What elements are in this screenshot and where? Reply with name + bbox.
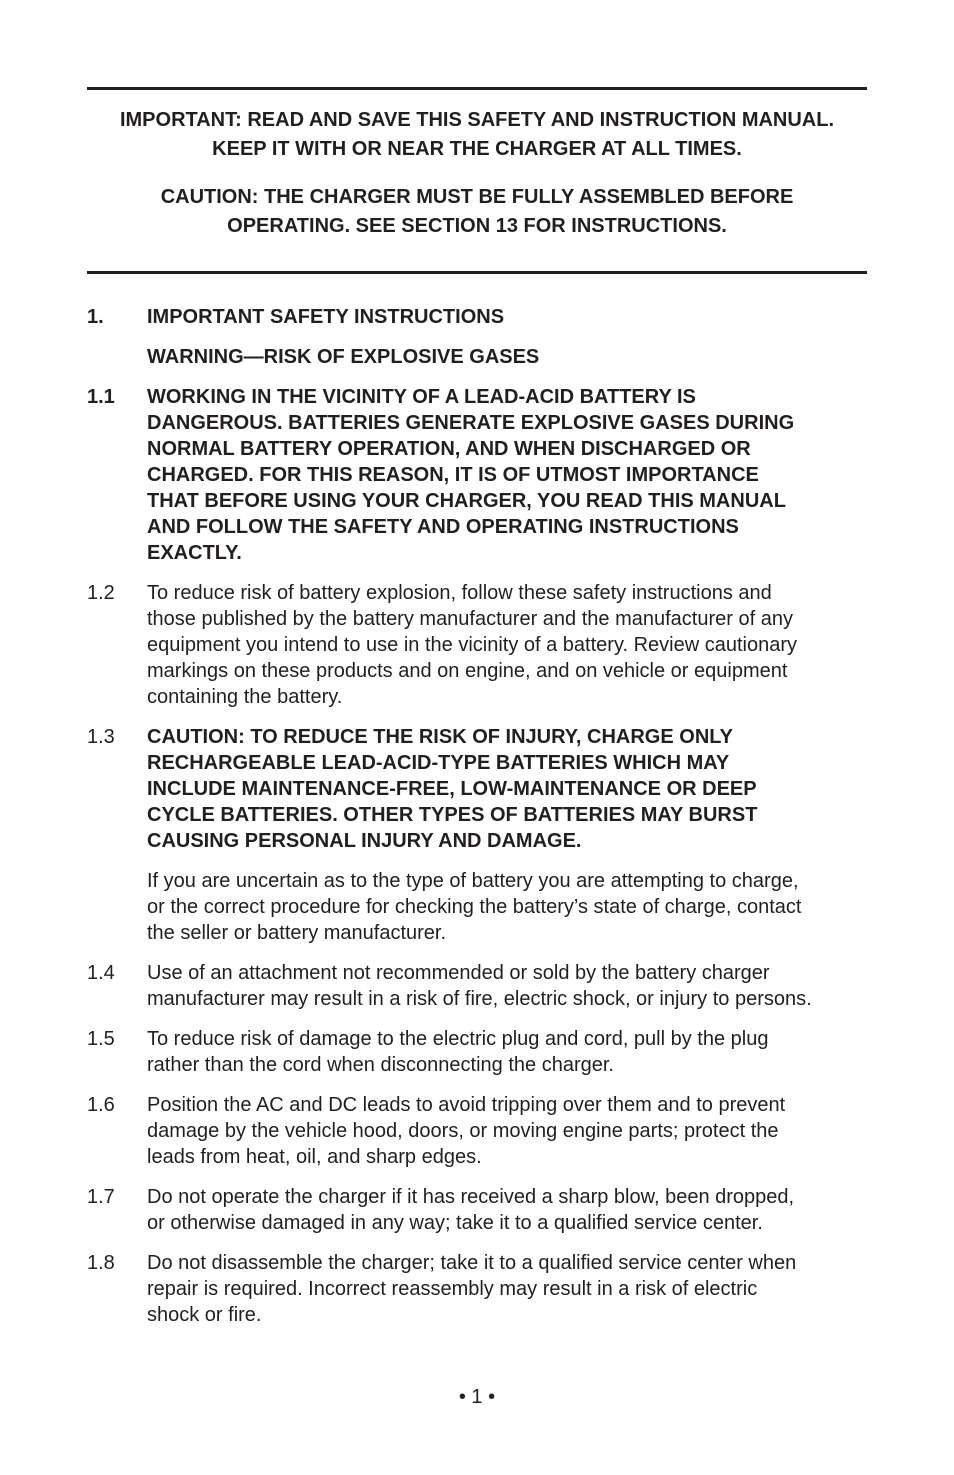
list-item bbox=[87, 960, 877, 1012]
text-line: CAUSING PERSONAL INJURY AND DAMAGE. bbox=[147, 830, 582, 852]
warning-heading bbox=[87, 344, 877, 370]
item-number: 1.6 bbox=[87, 1094, 115, 1116]
section-number: 1. bbox=[87, 306, 104, 328]
notice-line: KEEP IT WITH OR NEAR THE CHARGER AT ALL TIMES. bbox=[212, 138, 742, 160]
item-text bbox=[147, 1250, 877, 1328]
text-line: Position the AC and DC leads to avoid tripping over them and to prevent bbox=[147, 1094, 786, 1116]
text-line: DANGEROUS. BATTERIES GENERATE EXPLOSIVE GASES DURING bbox=[147, 412, 795, 434]
notice-line: OPERATING. SEE SECTION 13 FOR INSTRUCTIONS. bbox=[227, 215, 727, 237]
text-line: repair is required. Incorrect reassembly may result in a risk of electric bbox=[147, 1278, 758, 1300]
text-line: or the correct procedure for checking the battery’s state of charge, contact bbox=[147, 896, 802, 918]
item-text bbox=[147, 1184, 877, 1236]
item-number: 1.2 bbox=[87, 582, 115, 604]
list-item bbox=[87, 1184, 877, 1236]
text-line: damage by the vehicle hood, doors, or moving engine parts; protect the bbox=[147, 1120, 779, 1142]
caution-notice bbox=[87, 183, 867, 241]
text-line: Do not disassemble the charger; take it to a qualified service center when bbox=[147, 1252, 797, 1274]
text-line: Do not operate the charger if it has received a sharp blow, been dropped, bbox=[147, 1186, 795, 1208]
item-number: 1.1 bbox=[87, 386, 115, 408]
text-line: CYCLE BATTERIES. OTHER TYPES OF BATTERIES MAY BURST bbox=[147, 804, 758, 826]
item-number: 1.8 bbox=[87, 1252, 115, 1274]
text-line: leads from heat, oil, and sharp edges. bbox=[147, 1146, 482, 1168]
text-line: shock or fire. bbox=[147, 1304, 262, 1326]
text-line: containing the battery. bbox=[147, 686, 343, 708]
text-line: If you are uncertain as to the type of battery you are attempting to charge, bbox=[147, 870, 799, 892]
text-line: NORMAL BATTERY OPERATION, AND WHEN DISCHARGED OR bbox=[147, 438, 751, 460]
text-line: equipment you intend to use in the vicinity of a battery. Review cautionary bbox=[147, 634, 797, 656]
list-item bbox=[87, 1026, 877, 1078]
item-text bbox=[147, 384, 877, 566]
text-line: CAUTION: TO REDUCE THE RISK OF INJURY, CHARGE ONLY bbox=[147, 726, 733, 748]
text-line: rather than the cord when disconnecting the charger. bbox=[147, 1054, 614, 1076]
section-title: IMPORTANT SAFETY INSTRUCTIONS bbox=[147, 306, 505, 328]
top-divider bbox=[87, 87, 867, 90]
list-item bbox=[87, 724, 877, 854]
text-line: WORKING IN THE VICINITY OF A LEAD-ACID BATTERY IS bbox=[147, 386, 696, 408]
important-notice bbox=[87, 106, 867, 164]
list-item bbox=[87, 1250, 877, 1328]
item-text bbox=[147, 580, 877, 710]
warning-title: WARNING—RISK OF EXPLOSIVE GASES bbox=[147, 346, 540, 368]
item-text bbox=[147, 1026, 877, 1078]
list-item bbox=[87, 1092, 877, 1170]
item-number: 1.5 bbox=[87, 1028, 115, 1050]
section-heading bbox=[87, 304, 877, 330]
notice-line: CAUTION: THE CHARGER MUST BE FULLY ASSEMBLED BEFORE bbox=[160, 186, 794, 208]
text-line: or otherwise damaged in any way; take it to a qualified service center. bbox=[147, 1212, 763, 1234]
item-text bbox=[147, 724, 877, 854]
text-line: RECHARGEABLE LEAD-ACID-TYPE BATTERIES WHICH MAY bbox=[147, 752, 730, 774]
text-line: THAT BEFORE USING YOUR CHARGER, YOU READ THIS MANUAL bbox=[147, 490, 786, 512]
text-line: those published by the battery manufacturer and the manufacturer of any bbox=[147, 608, 793, 630]
text-line: To reduce risk of battery explosion, follow these safety instructions and bbox=[147, 582, 772, 604]
text-line: manufacturer may result in a risk of fire, electric shock, or injury to persons. bbox=[147, 988, 812, 1010]
section-body bbox=[87, 304, 877, 1328]
text-line: markings on these products and on engine, and on vehicle or equipment bbox=[147, 660, 788, 682]
item-text bbox=[147, 1092, 877, 1170]
notice-line: IMPORTANT: READ AND SAVE THIS SAFETY AND INSTRUCTION MANUAL. bbox=[119, 109, 835, 131]
item-number: 1.3 bbox=[87, 726, 115, 748]
text-line: the seller or battery manufacturer. bbox=[147, 922, 447, 944]
item-number: 1.4 bbox=[87, 962, 115, 984]
text-line: To reduce risk of damage to the electric plug and cord, pull by the plug bbox=[147, 1028, 769, 1050]
text-line: EXACTLY. bbox=[147, 542, 242, 564]
text-line: CHARGED. FOR THIS REASON, IT IS OF UTMOST IMPORTANCE bbox=[147, 464, 759, 486]
bottom-divider bbox=[87, 271, 867, 274]
list-item bbox=[87, 384, 877, 566]
text-line: INCLUDE MAINTENANCE-FREE, LOW-MAINTENANCE OR DEEP bbox=[147, 778, 757, 800]
page-number: • 1 • bbox=[458, 1386, 496, 1408]
text-line: Use of an attachment not recommended or sold by the battery charger bbox=[147, 962, 770, 984]
list-item bbox=[87, 580, 877, 710]
text-line: AND FOLLOW THE SAFETY AND OPERATING INSTRUCTIONS bbox=[147, 516, 739, 538]
item-continuation bbox=[147, 868, 877, 946]
item-text bbox=[147, 960, 877, 1012]
item-number: 1.7 bbox=[87, 1186, 115, 1208]
